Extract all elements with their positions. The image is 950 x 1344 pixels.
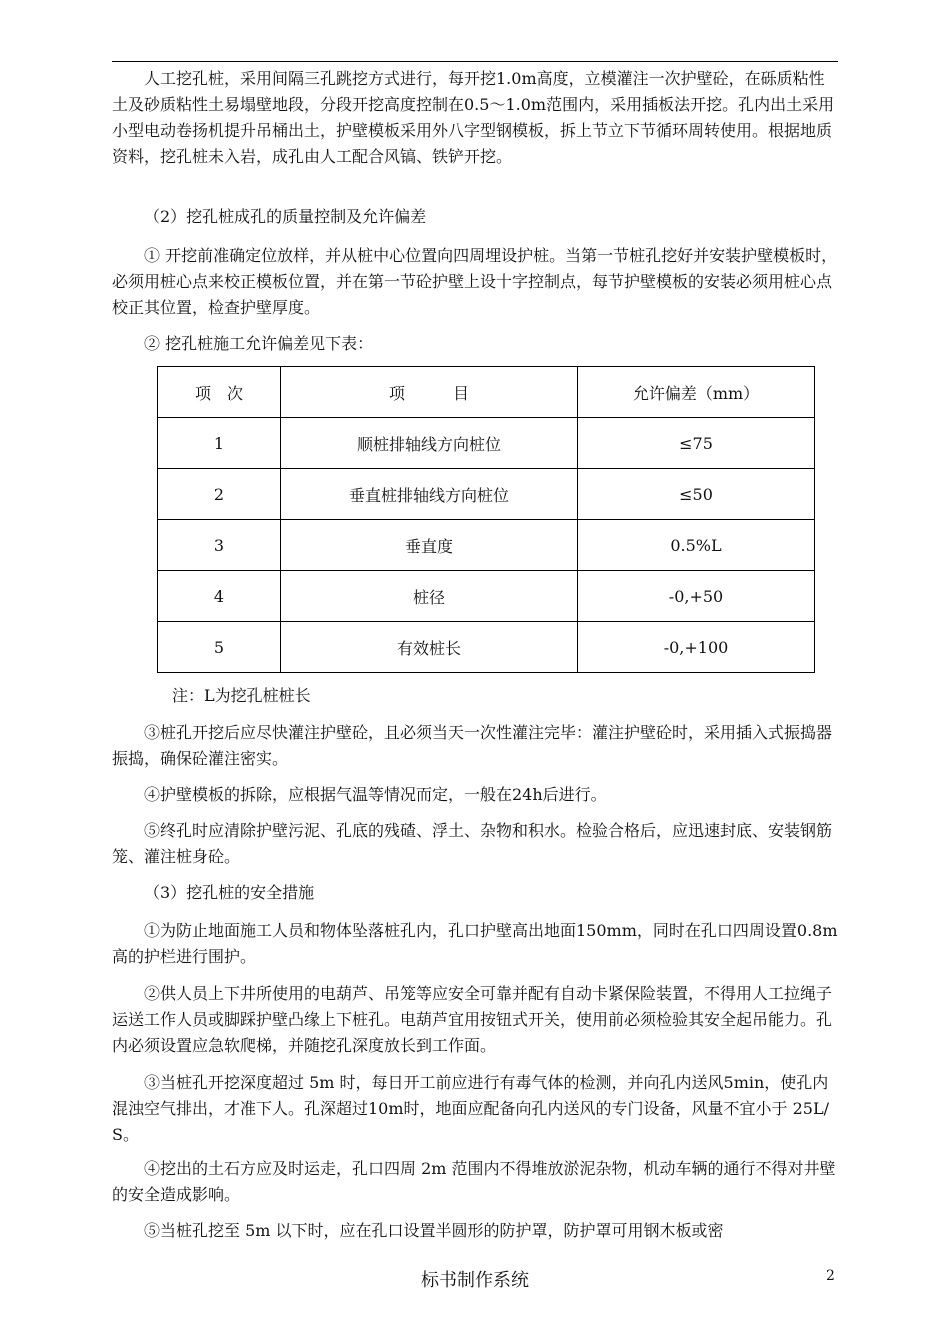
table-cell: 垂直桩排轴线方向桩位 — [281, 469, 578, 520]
table-cell: ≤50 — [578, 469, 815, 520]
table-cell: 顺桩排轴线方向桩位 — [281, 418, 578, 469]
table-note: 注：L为挖孔桩桩长 — [172, 686, 311, 705]
table-cell: 5 — [158, 622, 281, 673]
table-row — [158, 469, 815, 520]
table-row — [158, 418, 815, 469]
paragraph-safety-4: ④挖出的土石方应及时运走，孔口四周 2m 范围内不得堆放淤泥杂物，机动车辆的通行不得对井壁的安全造成影响。 — [112, 1159, 836, 1204]
paragraph-step-2: ② 挖孔桩施工允许偏差见下表： — [144, 334, 374, 353]
table-header-cell: 允许偏差（mm） — [578, 367, 815, 418]
table-cell: 3 — [158, 520, 281, 571]
table-cell: 1 — [158, 418, 281, 469]
table-cell: 4 — [158, 571, 281, 622]
paragraph-safety-2: ②供人员上下井所使用的电葫芦、吊笼等应安全可靠并配有自动卡紧保险装置，不得用人工拉绳子运送工作人员或脚踩护壁凸缘上下桩孔。电葫芦宜用按钮式开关，使用前必须检验其安全起吊能力。孔内必须设置应急软爬梯，并随挖孔深度放长到工作面。 — [112, 984, 833, 1055]
paragraph-step-4: ④护壁模板的拆除，应根据气温等情况而定，一般在24h后进行。 — [144, 785, 607, 804]
table-header-cell: 项 目 — [281, 367, 578, 418]
tolerance-table — [157, 366, 815, 673]
table-cell: -0,+50 — [578, 571, 815, 622]
paragraph-construction-method: 人工挖孔桩，采用间隔三孔跳挖方式进行，每开挖1.0m高度，立模灌注一次护壁砼，在砾质粘性土及砂质粘性土易塌壁地段，分段开挖高度控制在0.5～1.0m范围内，采用插板法开挖。孔内出土采用小型电动卷扬机提升吊桶出土，护壁模板采用外八字型钢模板，拆上节立下节循环周转使用。根据地质资料，挖孔桩未入岩，成孔由人工配合风镐、铁铲开挖。 — [112, 69, 835, 166]
paragraph-step-5: ⑤终孔时应清除护壁污泥、孔底的残碴、浮土、杂物和积水。检验合格后，应迅速封底、安装钢筋笼、灌注桩身砼。 — [112, 821, 833, 866]
section-heading-safety: （3）挖孔桩的安全措施 — [144, 883, 315, 902]
table-header-cell: 项 次 — [158, 367, 281, 418]
paragraph-safety-5: ⑤当桩孔挖至 5m 以下时，应在孔口设置半圆形的防护罩，防护罩可用钢木板或密 — [144, 1221, 724, 1240]
paragraph-safety-1: ①为防止地面施工人员和物体坠落桩孔内，孔口护壁高出地面150mm，同时在孔口四周设置0.8m高的护栏进行围护。 — [112, 921, 838, 966]
table-row — [158, 520, 815, 571]
table-cell: -0,+100 — [578, 622, 815, 673]
table-cell: ≤75 — [578, 418, 815, 469]
table-header-row — [158, 367, 815, 418]
paragraph-step-1: ① 开挖前准确定位放样，并从桩中心位置向四周埋设护桩。当第一节桩孔挖好并安装护壁模板时，必须用桩心点来校正模板位置，并在第一节砼护壁上设十字控制点，每节护壁模板的安装必须用桩心点校正其位置，检查护壁厚度。 — [112, 246, 838, 317]
header-rule — [112, 61, 838, 62]
table-row — [158, 622, 815, 673]
paragraph-step-3: ③桩孔开挖后应尽快灌注护壁砼，且必须当天一次性灌注完毕：灌注护壁砼时，采用插入式振捣器振捣，确保砼灌注密实。 — [112, 723, 833, 768]
table-cell: 有效桩长 — [281, 622, 578, 673]
table-cell: 桩径 — [281, 571, 578, 622]
table-cell: 2 — [158, 469, 281, 520]
section-heading-quality: （2）挖孔桩成孔的质量控制及允许偏差 — [144, 207, 427, 226]
page-number: 2 — [826, 1268, 835, 1284]
table-cell: 0.5%L — [578, 520, 815, 571]
table-cell: 垂直度 — [281, 520, 578, 571]
table-row — [158, 571, 815, 622]
footer-title: 标书制作系统 — [421, 1270, 529, 1291]
paragraph-safety-3: ③当桩孔开挖深度超过 5m 时，每日开工前应进行有毒气体的检测，并向孔内送风5min，使孔内混浊空气排出，才准下人。孔深超过10m时，地面应配备向孔内送风的专门设备，风量不宜小于 25L/S。 — [112, 1073, 829, 1144]
